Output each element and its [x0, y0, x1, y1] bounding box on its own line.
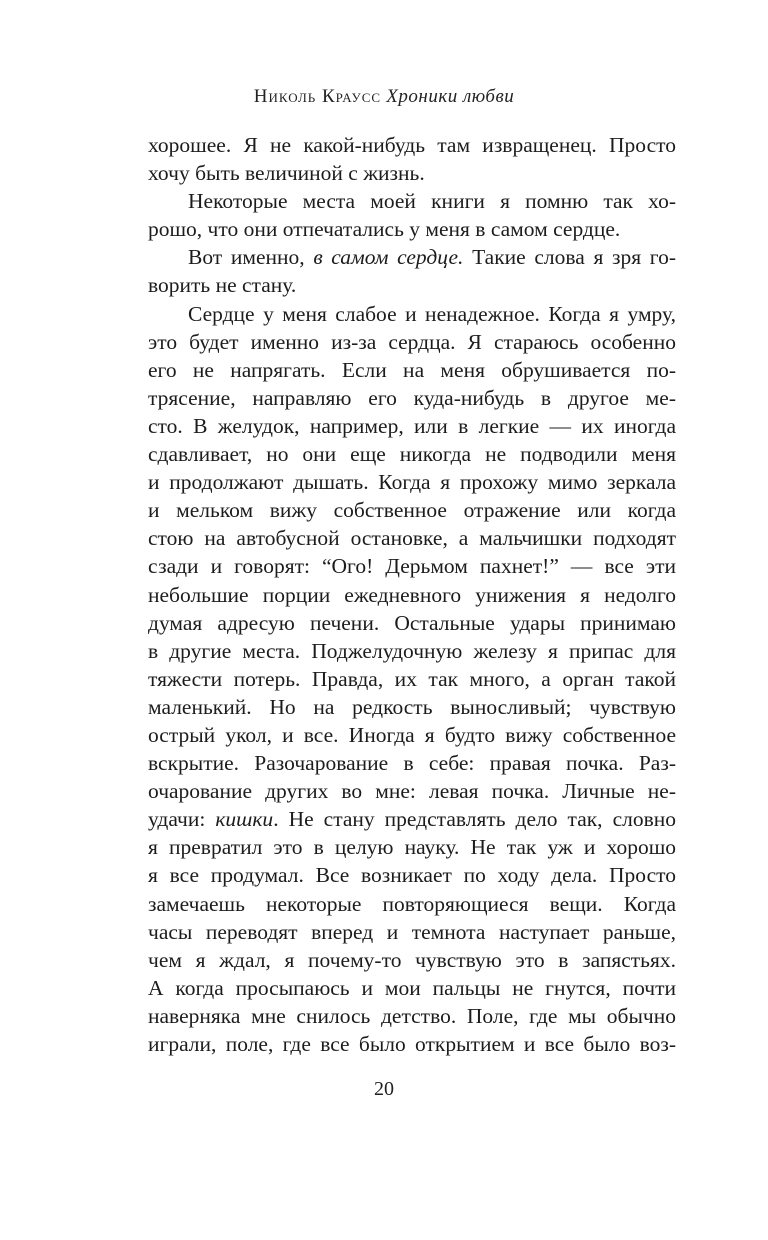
text-line: острый укол, и все. Иногда я будто вижу собственное — [148, 722, 676, 747]
text-line: А когда просыпаюсь и мои пальцы не гнутся, почти — [148, 975, 676, 1000]
text-line: рошо, что они отпечатались у меня в самом сердце. — [148, 217, 621, 242]
running-head — [0, 86, 768, 108]
text-line: замечаешь некоторые повторяющиеся вещи. Когда — [148, 891, 676, 916]
text-line: маленький. Но на редкость выносливый; чувствую — [148, 694, 676, 719]
text-line: Сердце у меня слабое и ненадежное. Когда я умру, — [188, 301, 676, 326]
text-line: в другие места. Поджелудочную железу я припас для — [148, 638, 676, 663]
text-line: часы переводят вперед и темнота наступает раньше, — [148, 919, 676, 944]
text-line: сдавливает, но они еще никогда не подводили меня — [148, 442, 676, 467]
running-head-title: Хроники любви — [386, 86, 515, 107]
text-line: стою на автобусной остановке, а мальчишки подходят — [148, 526, 676, 551]
text-line: Вот именно, в самом сердце. Такие слова я зря го- — [188, 245, 676, 270]
text-line: сто. В желудок, например, или в легкие — их иногда — [148, 413, 676, 438]
text-line: небольшие порции ежедневного унижения я недолго — [148, 582, 676, 607]
text-line: хорошее. Я не какой-нибудь там извращенец. Просто — [148, 133, 676, 157]
text-line: я все продумал. Все возникает по ходу дела. Просто — [148, 863, 676, 888]
text-line: это будет именно из-за сердца. Я стараюсь особенно — [148, 329, 676, 354]
text-line: думая адресую печени. Остальные удары принимаю — [148, 610, 676, 635]
page-number: 20 — [374, 1078, 394, 1100]
text-line: играли, поле, где все было открытием и все было воз- — [148, 1032, 676, 1056]
running-head-author: Николь Краусс — [253, 86, 382, 107]
text-line: хочу быть величиной с жизнь. — [148, 161, 425, 186]
text-line: удачи: кишки. Не стану представлять дело так, словно — [148, 807, 676, 832]
text-line: я превратил это в целую науку. Не так уж и хорошо — [148, 835, 676, 860]
body-text — [148, 131, 676, 1058]
text-line: тяжести потерь. Правда, их так много, а орган такой — [148, 666, 676, 691]
text-line: и мельком вижу собственное отражение или когда — [148, 498, 676, 523]
text-line: вскрытие. Разочарование в себе: правая почка. Раз- — [148, 751, 676, 776]
text-line: Некоторые места моей книги я помню так хо- — [188, 189, 676, 214]
text-line: ворить не стану. — [148, 273, 297, 298]
text-line: наверняка мне снилось детство. Поле, где мы обычно — [148, 1003, 676, 1028]
text-line: и продолжают дышать. Когда я прохожу мимо зеркала — [148, 470, 676, 495]
text-line: сзади и говорят: “Ого! Дерьмом пахнет!” — все эти — [148, 554, 676, 579]
text-line: трясение, направляю его куда-нибудь в другое ме- — [148, 385, 676, 410]
text-line: очарование других во мне: левая почка. Личные не- — [148, 779, 676, 804]
text-line: его не напрягать. Если на меня обрушивается по- — [148, 357, 676, 382]
text-line: чем я ждал, я почему-то чувствую это в запястьях. — [148, 947, 676, 972]
